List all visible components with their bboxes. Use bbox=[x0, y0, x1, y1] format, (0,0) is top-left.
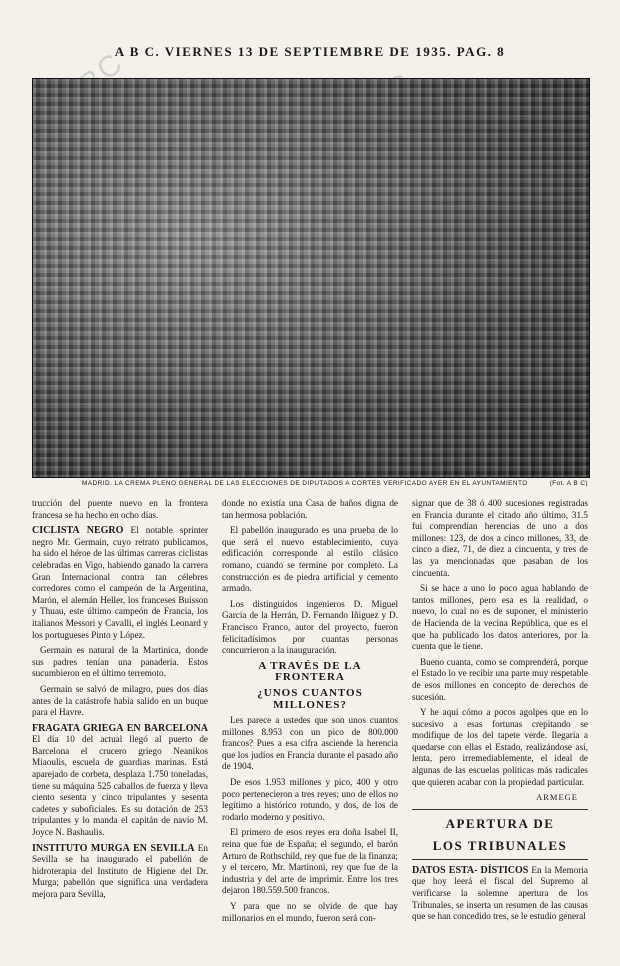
photo-caption-row bbox=[82, 480, 588, 487]
section-lead-2: EN BARCELONA bbox=[126, 722, 209, 734]
crowd-photo bbox=[32, 78, 590, 478]
divider bbox=[412, 859, 588, 860]
page-header: A B C. VIERNES 13 DE SEPTIEMBRE DE 1935. PAG. 8 bbox=[114, 44, 506, 59]
paragraph: El día 10 del actual llegó al puerto de Barcelona el crucero griego Neanikos Miaoulis, escuela de guardias marinas. Está aparejado de corbeta, desplaza 1.750 toneladas, tiene su máquina 525 caballos de fuerza y lleva ciento sesenta y cinco tripulantes y sesenta cadetes y suboficiales. Es su dotación de 253 tripulantes y lo manda el capitán de navío M. Joyce N. Bashaulis. bbox=[32, 734, 208, 838]
article-heading-2: LOS TRIBUNALES bbox=[432, 837, 568, 853]
section-lead-2: EN SEVILLA bbox=[133, 842, 195, 854]
section-lead: DATOS ESTA- bbox=[412, 864, 478, 876]
section-lead: INSTITUTO MURGA bbox=[32, 842, 130, 854]
photo-credit: (Fot. A B C) bbox=[549, 480, 588, 487]
section-instituto bbox=[32, 843, 208, 901]
divider bbox=[412, 809, 588, 810]
column-1 bbox=[32, 498, 208, 905]
section-lead: FRAGATA GRIEGA bbox=[32, 722, 124, 734]
section-ciclista bbox=[32, 525, 208, 641]
section-lead-2: NEGRO bbox=[86, 525, 124, 537]
paragraph: Si se hace a uno lo poco agua hablando de tantos millones, pero esa es la realidad, o nuevo, lo cual no es de suponer, el ministerio de Hacienda de la vecina República, que es el que ha publicado los datos anteriores, por la cuenta que le tiene. bbox=[412, 583, 588, 652]
paragraph: donde no existía una Casa de baños digna de tan hermosa población. bbox=[222, 498, 398, 520]
section-datos bbox=[412, 865, 588, 923]
paragraph: El primero de esos reyes era doña Isabel II, reina que fue de España; el segundo, el barón Arturo de Rothschild, rey que fue de la finanza; y el tercero, Mr. Martinoni, rey que fue de la industria y del arte de imprimir. Entre los tres dejaron 180.559.500 francos. bbox=[222, 827, 398, 896]
section-lead-2: DÍSTICOS bbox=[480, 864, 529, 876]
section-lead: CICLISTA bbox=[32, 525, 80, 537]
paragraph: De esos 1.953 millones y pico, 400 y otro poco pertenecieron a tres reyes; uno de ellos no legítimo a histórico rotundo, y dos, de los de rodarlo moderno y positivo. bbox=[222, 777, 398, 822]
paragraph: signar que de 38 ó 400 sucesiones registradas en Francia durante el citado año último, 31.5 fui comprendían herencias de uno a dos millones: 123, de dos a cinco millones, 33, de cinco a diez, 71, de diez a cincuenta, y tres de las ya mencionadas que pasaban de los cincuenta. bbox=[412, 498, 588, 578]
paragraph: En la Memoria que hoy leerá el fiscal del Supremo al verificarse la solemne apertura de los Tribunales, se inserta un resumen de las causas que se han concedido tres, se le estudio general bbox=[412, 864, 589, 922]
article-subheading: ¿UNOS CUANTOS MILLONES? bbox=[257, 686, 363, 711]
paragraph: El notable sprinter negro Mr. Germain, cuyo retrato publicamos, ha sido el héroe de las últimas carreras ciclistas celebradas en Vigo, habiendo ganado la carrera Gran Internacional contra tan célebres corredores como el campeón de la Argentina, Marón, el alemán Heller, los franceses Buisson y Thuau, este último campeón de Francia, los italianos Messori y Cavalli, el inglés Leonard y los portugueses Pinto y López. bbox=[32, 525, 208, 640]
paragraph: Les parece a ustedes que son unos cuantos millones 8.953 con un pico de 800.000 francos? Pues a esa cifra asciende la herencia que los judíos en Francia durante el pasado año de 1904. bbox=[222, 715, 398, 772]
article-heading: A TRAVÉS DE LA FRONTERA bbox=[258, 659, 362, 684]
paragraph: Germain es natural de la Martinica, donde sus padres tenían una panadería. Estos sucumbieron en el último terremoto. bbox=[32, 645, 208, 679]
section-fragata bbox=[32, 723, 208, 839]
author-signature: ARMEGE bbox=[536, 792, 578, 803]
paragraph: Germain se salvó de milagro, pues dos días antes de la catástrofe había salido en un buque para el Havre. bbox=[32, 683, 208, 718]
column-2 bbox=[222, 498, 398, 928]
paragraph: Bueno cuanta, como se comprenderá, porque el Estado lo ve recibir una parte muy respetable de esos millones en concepto de derechos de sucesión. bbox=[412, 656, 588, 702]
column-3 bbox=[412, 498, 588, 927]
paragraph: En Sevilla se ha inaugurado el pabellón de hidroterapia del Instituto de Higiene del Dr. Murga; pabellón que significa una verdadera mejora para Sevilla, bbox=[32, 842, 209, 899]
article-heading: APERTURA DE bbox=[445, 815, 555, 831]
paragraph: El pabellón inaugurado es una prueba de lo que será el nuevo establecimiento, cuya edificación corresponde al estilo clásico romano, cuando se termine por completo. La construcción es de piedra artificial y cemento armado. bbox=[222, 525, 398, 594]
paragraph: Los distinguidos ingenieros D. Miguel García de la Herrán, D. Fernando Iñiguez y D. Francisco Franco, autor del proyecto, fueron felicitadísimos por cuantas personas concurrieron a la inauguración. bbox=[222, 598, 398, 656]
paragraph: Y para que no se olvide de que hay millonarios en el mundo, fueron será con- bbox=[222, 901, 398, 923]
paragraph: Y he aquí cómo a pocos agolpes que en lo sucesivo a esas fortunas crepitando se modifique de los del tapete verde. Ilegaría a quedarse con ellas el Estado, realizándose así, lenta, pero irremediablemente, el ideal de algunas de las escuelas políticas más radicales que quieren acabar con la propiedad particular. bbox=[412, 707, 588, 787]
paragraph: trucción del puente nuevo en la frontera francesa se ha hecho en ocho días. bbox=[32, 498, 208, 520]
photo-caption: MADRID. LA CREMA PLENO GENERAL DE LAS ELECCIONES DE DIPUTADOS A CORTES VERIFICADO AYER EN EL AYUNTAMIENTO bbox=[82, 480, 528, 487]
